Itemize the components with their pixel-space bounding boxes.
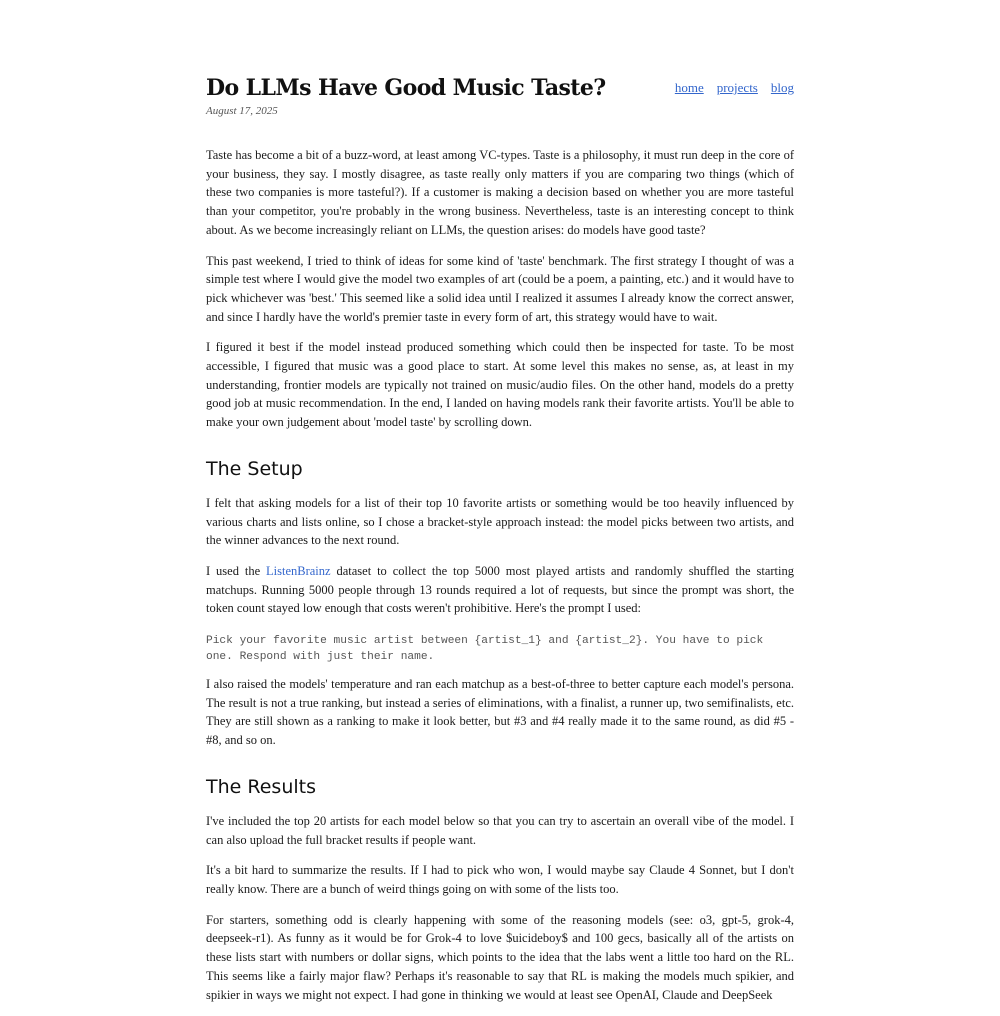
setup-paragraph-2-before: I used the: [206, 563, 267, 578]
setup-paragraph-3: I also raised the models' temperature and ran each matchup as a best-of-three to better capture each model's persona. The result is not a true ranking, but instead a series of eliminations, with a finalist, a runner up, two semifinalists, etc. They are still shown as a ranking to make it look better, but #3 and #4 really made it to the same round, as did #5 - #8, and so on.: [206, 677, 794, 748]
intro-paragraph-2: This past weekend, I tried to think of ideas for some kind of 'taste' benchmark. The first strategy I thought of was a simple test where I would give the model two examples of art (could be a poem, a painting, etc.) and it would have to pick whichever was 'best.' This seemed like a solid idea until I realized it assumes I already know the correct answer, and since I hardly have the world's premier taste in every form of art, this strategy would have to wait.: [206, 253, 794, 324]
page-title: Do LLMs Have Good Music Taste?: [206, 75, 606, 101]
setup-paragraph-1: I felt that asking models for a list of their top 10 favorite artists or something would be too heavily influenced by various charts and lists online, so I chose a bracket-style approach instead: the model picks between two artists, and the winner advances to the next round.: [206, 495, 794, 548]
nav-link-blog[interactable]: blog: [770, 80, 794, 95]
site-nav: [675, 80, 794, 96]
intro-paragraph-3: I figured it best if the model instead produced something which could then be inspected for taste. To be most accessible, I figured that music was a good place to start. At some level this makes no sense, as, at least in my understanding, frontier models are typically not trained on music/audio files. On the other hand, models do a pretty good job at music recommendation. In the end, I landed on having models rank their favorite artists. You'll be able to make your own judgement about 'model taste' by scrolling down.: [206, 340, 794, 430]
setup-paragraph-2: [206, 562, 794, 618]
setup-paragraph-2-after: dataset to collect the top 5000 most played artists and randomly shuffled the starting matchups. Running 5000 people through 13 rounds required a lot of requests, but since the prompt was short, the token count stayed low enough that costs weren't prohibitive. Here's the prompt I used:: [206, 563, 794, 616]
results-paragraph-2: It's a bit hard to summarize the results. If I had to pick who won, I would maybe say Claude 4 Sonnet, but I don't really know. There are a bunch of weird things going on with some of the lists too.: [206, 863, 794, 896]
nav-link-projects[interactable]: projects: [716, 80, 758, 95]
results-paragraph-3: For starters, something odd is clearly happening with some of the reasoning models (see: o3, gpt-5, grok-4, deepseek-r1). As funny as it would be for Grok-4 to love $uicideboy$ and 100 gecs, basically all of the artists on these lists start with numbers or dollar signs, which points to the idea that the labs went a little too hard on the RL. This seems like a fairly major flaw? Perhaps it's reasonable to say that RL is making the models much spikier, and spikier in ways we might not expect. I had gone in thinking we would at least see OpenAI, Claude and DeepSeek: [206, 912, 794, 1002]
setup-heading: The Setup: [206, 457, 303, 480]
results-heading: The Results: [206, 775, 316, 798]
prompt-code-block: Pick your favorite music artist between {artist_1} and {artist_2}. You have to pick one. Respond with just their name.: [206, 635, 770, 663]
article: [206, 72, 794, 1016]
listenbrainz-link[interactable]: ListenBrainz: [266, 563, 331, 578]
article-header: [206, 72, 794, 146]
post-date: August 17, 2025: [206, 105, 278, 117]
nav-link-home[interactable]: home: [674, 80, 704, 95]
intro-paragraph-1: Taste has become a bit of a buzz-word, at least among VC-types. Taste is a philosophy, it must run deep in the core of your business, they say. I mostly disagree, as taste really only matters if you are comparing two things (which of these two companies is more tasteful?). If a customer is making a decision based on whether you are more tasteful than your competitor, you're probably in the wrong business. Nevertheless, taste is an interesting concept to think about. As we become increasingly reliant on LLMs, the question arises: do models have good taste?: [206, 148, 794, 237]
results-paragraph-1: I've included the top 20 artists for each model below so that you can try to ascertain an overall vibe of the model. I can also upload the full bracket results if people want.: [206, 813, 794, 847]
